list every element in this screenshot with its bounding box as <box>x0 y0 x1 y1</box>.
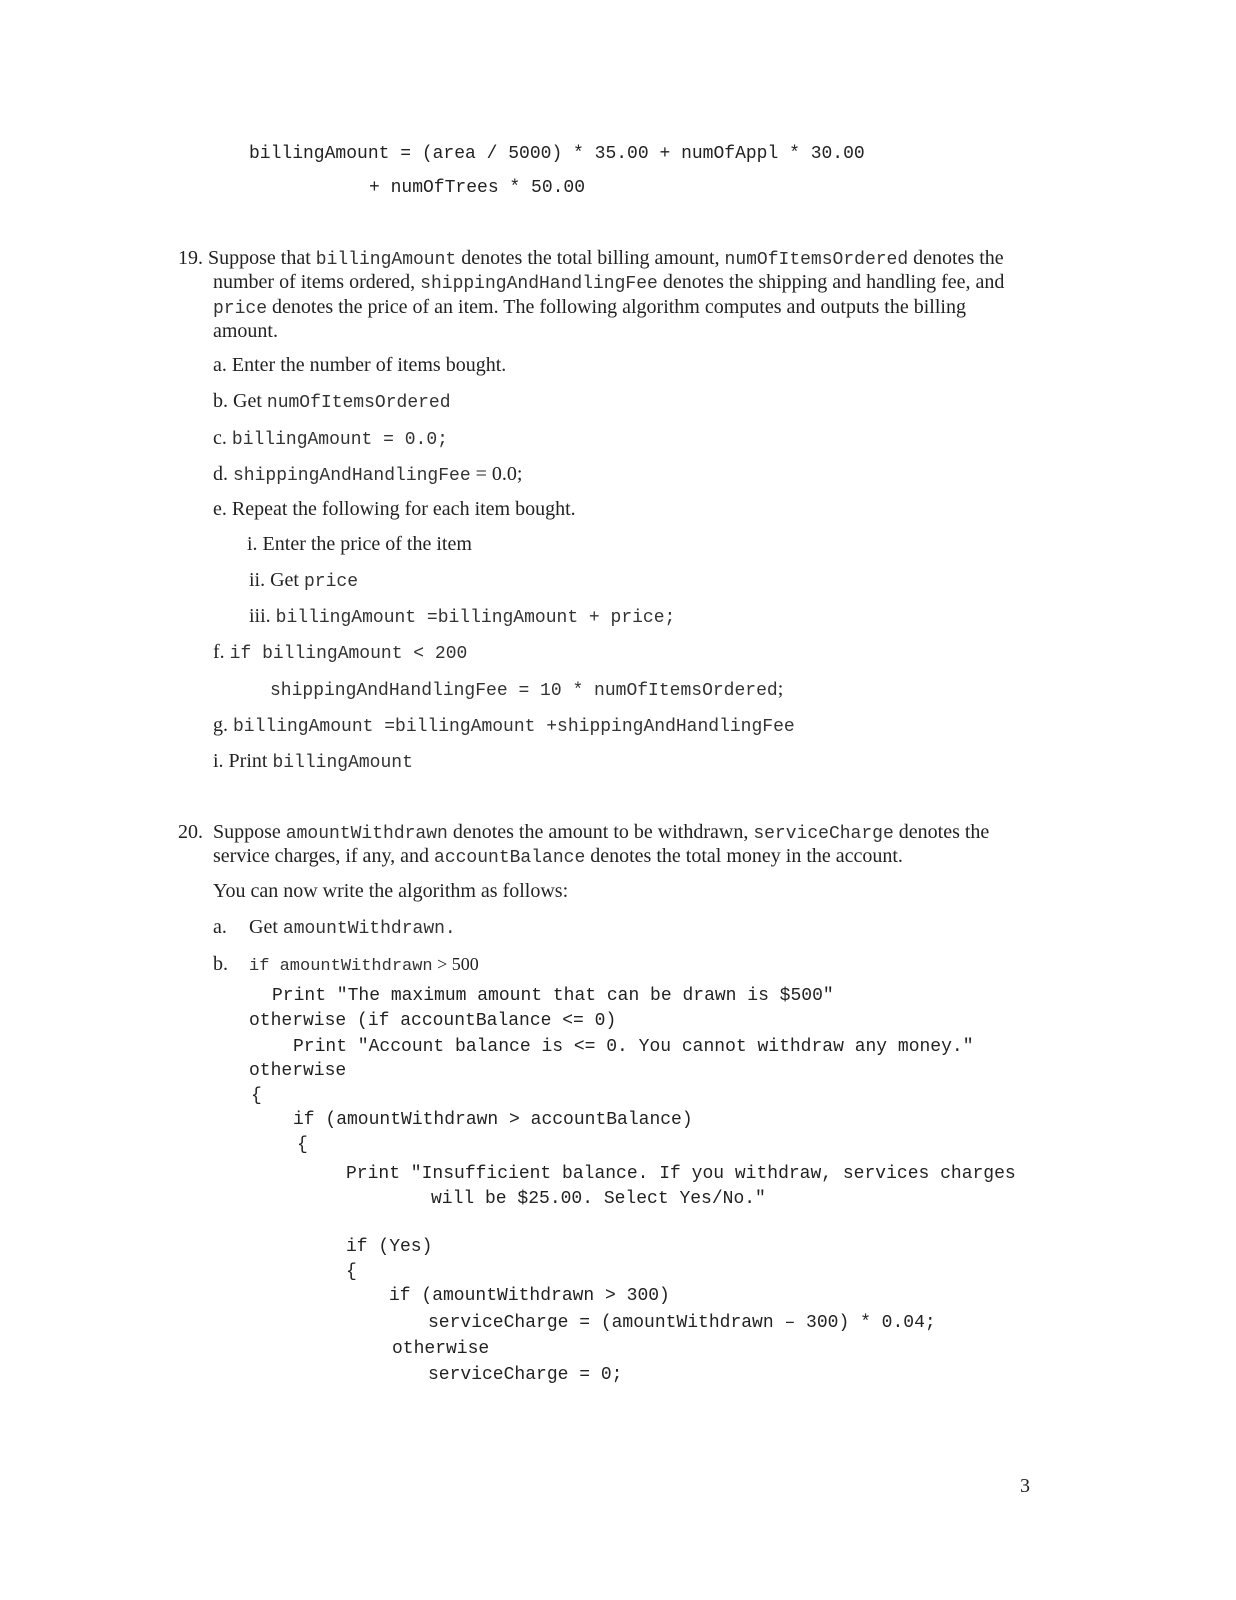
question-20-number: 20. <box>178 821 203 843</box>
code-line-12: if (amountWithdrawn > 300) <box>389 1286 670 1306</box>
code-line-4: otherwise <box>249 1061 347 1081</box>
code-line-15: serviceCharge = 0; <box>428 1365 623 1385</box>
step-a-label: a. <box>213 916 227 938</box>
step-b: if amountWithdrawn > 500 <box>249 954 479 976</box>
code-line-10: if (Yes) <box>346 1237 433 1257</box>
code-term: amountWithdrawn <box>285 824 448 844</box>
code-line-2: otherwise (if accountBalance <= 0) <box>249 1011 617 1031</box>
step-a: a. Enter the number of items bought. <box>213 354 507 376</box>
step-b-label: b. <box>213 953 228 975</box>
code-term: shippingAndHandlingFee <box>420 274 658 294</box>
code-line-11: { <box>346 1262 357 1282</box>
code-term: serviceCharge <box>753 824 894 844</box>
step-e-iii: iii. billingAmount =billingAmount + price; <box>249 605 676 628</box>
question-19-line-4: amount. <box>213 320 278 342</box>
code-term: accountBalance <box>434 848 586 868</box>
code-line-13: serviceCharge = (amountWithdrawn – 300) * 0.04; <box>428 1313 936 1333</box>
step-i: i. Print billingAmount <box>213 750 413 773</box>
formula-line-2: + numOfTrees * 50.00 <box>369 178 586 198</box>
page-number: 3 <box>1020 1475 1030 1497</box>
step-g: g. billingAmount =billingAmount +shippingAndHandlingFee <box>213 714 795 737</box>
question-19-line-3: price denotes the price of an item. The following algorithm computes and outputs the billing <box>213 296 966 319</box>
question-20-line-3: You can now write the algorithm as follows: <box>213 880 569 902</box>
code-term: price <box>213 299 268 319</box>
question-20-line-2: service charges, if any, and accountBalance denotes the total money in the account. <box>213 845 903 868</box>
code-line-3: Print "Account balance is <= 0. You cannot withdraw any money." <box>293 1037 974 1057</box>
code-line-7: { <box>297 1135 308 1155</box>
step-f: f. if billingAmount < 200 <box>213 641 468 664</box>
code-line-5: { <box>251 1086 262 1106</box>
step-e: e. Repeat the following for each item bought. <box>213 498 576 520</box>
step-d: d. shippingAndHandlingFee = 0.0; <box>213 463 523 486</box>
code-line-8: Print "Insufficient balance. If you withdraw, services charges <box>346 1164 1016 1184</box>
code-line-9: will be $25.00. Select Yes/No." <box>431 1189 766 1209</box>
code-line-1: Print "The maximum amount that can be drawn is $500" <box>272 986 834 1006</box>
question-20-line-1: Suppose amountWithdrawn denotes the amount to be withdrawn, serviceCharge denotes the <box>213 821 990 844</box>
step-f-body: shippingAndHandlingFee = 10 * numOfItemsOrdered; <box>270 678 784 701</box>
step-e-i: i. Enter the price of the item <box>247 533 472 555</box>
question-19-line-2: number of items ordered, shippingAndHandlingFee denotes the shipping and handling fee, and <box>213 271 1005 294</box>
question-19-line-1: 19. Suppose that billingAmount denotes the total billing amount, numOfItemsOrdered denotes the <box>178 247 1004 270</box>
step-e-ii: ii. Get price <box>249 569 359 592</box>
step-b: b. Get numOfItemsOrdered <box>213 390 451 413</box>
code-term: numOfItemsOrdered <box>724 250 909 270</box>
question-number: 19. <box>178 247 203 269</box>
step-c: c. billingAmount = 0.0; <box>213 427 448 450</box>
code-line-14: otherwise <box>392 1339 490 1359</box>
code-term: billingAmount <box>315 250 457 270</box>
formula-line-1: billingAmount = (area / 5000) * 35.00 + numOfAppl * 30.00 <box>249 144 865 164</box>
code-line-6: if (amountWithdrawn > accountBalance) <box>293 1110 693 1130</box>
step-a: Get amountWithdrawn. <box>249 916 456 939</box>
